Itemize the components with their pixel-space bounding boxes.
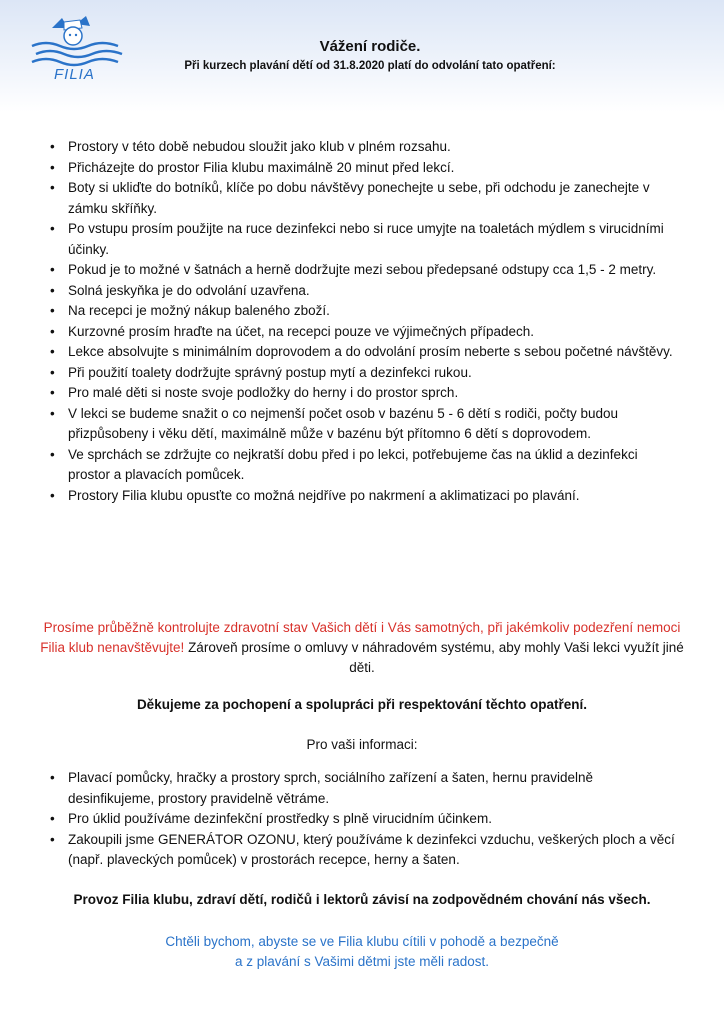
list-item: • Po vstupu prosím použijte na ruce dezinfekci nebo si ruce umyjte na toaletách mýdlem s virucidními účinky. — [48, 219, 678, 260]
list-item: • Přicházejte do prostor Filia klubu maximálně 20 minut před lekcí. — [48, 158, 678, 179]
list-item: • Zakoupili jsme GENERÁTOR OZONU, který používáme k dezinfekci vzduchu, veškerých ploch a věcí (např. plaveckých pomůcek) v prostorách recepce, herny a šaten. — [48, 830, 678, 871]
info-heading: Pro vaši informaci: — [306, 737, 418, 752]
wish-paragraph — [40, 932, 684, 972]
warning-normal-text: Zároveň prosíme o omluvy v náhradovém systému, aby mohly Vaši lekci využít jiné děti. — [184, 640, 684, 675]
list-item: • Na recepci je možný nákup baleného zboží. — [48, 301, 678, 322]
list-item: • Pro malé děti si noste svoje podložky do herny i do prostor sprch. — [48, 383, 678, 404]
thanks-text: Děkujeme za pochopení a spolupráci při respektování těchto opatření. — [136, 697, 588, 712]
wish-line-2: a z plavání s Vašimi dětmi jste měli radost. — [234, 954, 490, 969]
list-item: • Pro úklid používáme dezinfekční prostředky s plně virucidním účinkem. — [48, 809, 678, 830]
warning-paragraph — [40, 618, 684, 678]
list-item: • Ve sprchách se zdržujte co nejkratší dobu před i po lekci, potřebujeme čas na úklid a dezinfekci prostor a plavacích pomůcek. — [48, 445, 678, 486]
list-item: • Prostory v této době nebudou sloužit jako klub v plném rozsahu. — [48, 137, 678, 158]
list-item: • Plavací pomůcky, hračky a prostory sprch, sociálního zařízení a šaten, hernu pravidelně desinfikujeme, prostory pravidelně větráme. — [48, 768, 678, 809]
list-item: • Lekce absolvujte s minimálním doprovodem a do odvolání prosím neberte s sebou početné návštěvy. — [48, 342, 678, 363]
list-item: • Při použití toalety dodržujte správný postup mytí a dezinfekci rukou. — [48, 363, 678, 384]
list-item: • Pokud je to možné v šatnách a herně dodržujte mezi sebou předepsané odstupy cca 1,5 - 2 metry. — [48, 260, 678, 281]
closing-text: Provoz Filia klubu, zdraví dětí, rodičů i lektorů závisí na zodpovědném chování nás všech. — [73, 892, 651, 907]
measures-list — [48, 137, 678, 506]
info-list — [48, 768, 678, 871]
list-item: • Solná jeskyňka je do odvolání uzavřena. — [48, 281, 678, 302]
list-item: • Boty si ukliďte do botníků, klíče po dobu návštěvy ponechejte u sebe, při odchodu je zanechejte v zámku skříňky. — [48, 178, 678, 219]
page-subtitle: Při kurzech plavání dětí od 31.8.2020 platí do odvolání tato opatření: — [184, 60, 556, 72]
list-item: • Prostory Filia klubu opusťte co možná nejdříve po nakrmení a aklimatizaci po plavání. — [48, 486, 678, 507]
page-title: Vážení rodiče. — [319, 38, 421, 55]
warning-red-text: Prosíme průběžně kontrolujte zdravotní stav Vašich dětí i Vás samotných, při jakémkoliv podezření nemoci Filia klub nenavštěvujte! — [40, 620, 681, 655]
list-item: • Kurzovné prosím hraďte na účet, na recepci pouze ve výjimečných případech. — [48, 322, 678, 343]
wish-line-1: Chtěli bychom, abyste se ve Filia klubu cítili v pohodě a bezpečně — [165, 934, 559, 949]
logo-text: FILIA — [54, 66, 95, 83]
list-item: • V lekci se budeme snažit o co nejmenší počet osob v bazénu 5 - 6 dětí s rodiči, počty budou přizpůsobeny i věku dětí, maximálně může v bazénu být přítomno 6 dětí s doprovodem. — [48, 404, 678, 445]
